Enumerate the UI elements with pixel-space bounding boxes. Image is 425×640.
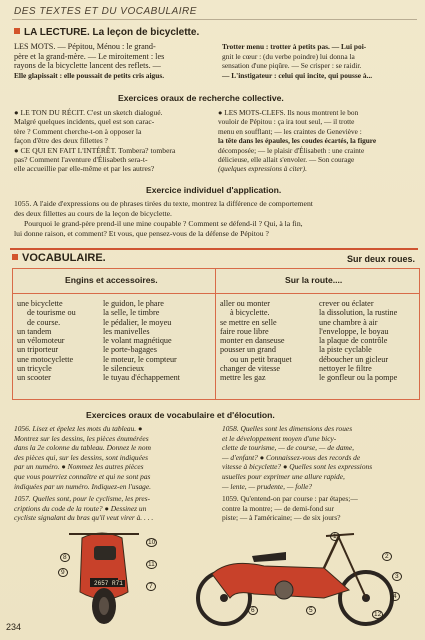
oral-left-column <box>14 108 214 174</box>
oral-title: Exercices oraux de recherche collective. <box>118 93 284 103</box>
lecture-left-line: Elle glapissait : elle poussait de petits cris aigus. <box>14 70 165 80</box>
lecture-left-line: LES MOTS. — Pépitou, Ménou : le grand- <box>14 42 156 51</box>
table-cell: un tricycle <box>17 364 52 374</box>
ex1059-line: contre la montre; — de demi-fond sur <box>222 503 335 513</box>
oral-left-line: tère ? Comment cherche-t-on à opposer la <box>14 126 142 136</box>
ex1058-line: et le développement moyen d'une bicy- <box>222 433 337 443</box>
table-cell: le gonfleur ou la pompe <box>319 373 398 383</box>
table-cell: la piste cyclable <box>319 345 372 355</box>
table-cell: mettre les gaz <box>220 373 266 383</box>
ex1059-line: piste; — à l'américaine; — de six jours? <box>222 513 341 523</box>
table-cell: le pédalier, le moyeu <box>103 317 172 327</box>
oral-right-line: (quelques expressions à citer). <box>218 164 307 174</box>
exercices-title: Exercices oraux de vocabulaire et d'élocution. <box>86 410 275 420</box>
scooter-moped-illustration <box>24 528 418 628</box>
callout-9: 9 <box>58 568 68 577</box>
oral-right-line: ● LES MOTS-CLEFS. Ils nous montrent le bon <box>218 108 359 117</box>
callout-11: 11 <box>148 561 155 568</box>
ex1059-line: 1059. Qu'entend-on par course : par étapes;— <box>222 494 358 503</box>
table-cell: aller ou monter <box>220 299 271 308</box>
lecture-right-line: sensation d'une piqûre. — Se crisper : se raidir. <box>222 61 362 71</box>
individuel-title: Exercice individuel d'application. <box>146 185 282 195</box>
moped-drawing <box>198 534 392 624</box>
lecture-title <box>14 27 199 38</box>
individuel-line: Pourquoi le grand-père prend-il une mine coupable ? Comment se défend-il ? Qui, à la fin, <box>24 219 303 228</box>
table-cell: le guidon, le phare <box>103 299 164 308</box>
table-cell: un triporteur <box>17 345 59 355</box>
table-header-engins: Engins et accessoires. <box>65 275 158 285</box>
table-cell: la dissolution, la rustine <box>319 308 398 318</box>
ex1056-line: des pièces qui, sur les dessins, sont indiquées <box>14 452 149 462</box>
header-rule <box>12 19 417 20</box>
individuel-text <box>14 199 420 239</box>
table-cell: se mettre en selle <box>220 317 277 327</box>
individuel-line: 1055. A l'aide d'expressions ou de phrases tirées du texte, montrez la différence de comportement <box>14 199 313 208</box>
table-cell: les manivelles <box>103 326 150 336</box>
page-number: 234 <box>6 622 22 632</box>
table-cell: une chambre à air <box>319 317 378 327</box>
table-divider <box>215 269 216 399</box>
ex1056-line: indiquées par un numéro. Indiquez-en l'usage. <box>14 481 151 491</box>
ex1057-line: 1057. Quelles sont, pour le cyclisme, les pres- <box>14 494 151 503</box>
table-column-pieces <box>103 299 180 383</box>
ex1058-line: vitesse à bicyclette? ● Quelles sont les expressions <box>222 462 373 472</box>
oral-left-line: Malgré quelques incidents, quel est son carac- <box>14 117 155 127</box>
table-cell: déboucher un gicleur <box>319 354 389 364</box>
ex1058-line: usuelles pour exprimer une allure rapide, <box>222 471 345 481</box>
oral-left-line: façon d'être des deux fillettes ? <box>14 136 108 146</box>
callout-5: 5 <box>306 606 316 615</box>
lecture-right-column <box>222 42 418 80</box>
scooter-drawing <box>69 533 139 624</box>
oral-right-line: décomposée; — le plaisir d'Élisabeth : une crainte <box>218 145 365 155</box>
ex1057-block <box>14 494 216 523</box>
table-cell: le moteur, le compteur <box>103 354 177 364</box>
ex1058-line: 1058. Quelles sont les dimensions des roues <box>222 424 353 433</box>
table-cell: le silencieux <box>103 364 145 374</box>
table-cell: un vélomoteur <box>17 336 65 346</box>
vocabulaire-title <box>12 252 106 264</box>
square-bullet-icon <box>14 28 20 34</box>
individuel-line: lui donne raison, et comment? Et vous, que pensez-vous de la défense de Pépitou ? <box>14 229 269 238</box>
ex1056-line: 1056. Lisez et épelez les mots du tableau. ● <box>14 424 143 433</box>
vocabulaire-subtitle: Sur deux roues. <box>346 254 415 264</box>
table-cell: l'enveloppe, le boyau <box>319 326 389 336</box>
table-cell: le volant magnétique <box>103 336 172 346</box>
ex1056-block <box>14 424 216 491</box>
ex1056-line: Montrez sur les dessins, les pièces énumérées <box>14 433 149 443</box>
oral-right-column <box>218 108 420 174</box>
lecture-right-line: gnit le cœur : (du verbe poindre) lui donna la <box>222 51 355 61</box>
lecture-left-column <box>14 42 210 80</box>
oral-right-line: menu en soufflant; — les craintes de Geneviève : <box>218 126 362 136</box>
ex1056-line: que vous pourriez connaître et qui ne sont pas <box>14 471 151 481</box>
oral-right-line: la tête dans les épaules, les coudes écartés, la figure <box>218 136 377 146</box>
table-cell: nettoyer le filtre <box>319 364 372 374</box>
table-cell: la plaque de contrôle <box>319 336 388 346</box>
ex1057-line: criptions du code de la route? ● Dessinez un <box>14 503 147 513</box>
table-cell: faire roue libre <box>220 326 269 336</box>
lecture-left-line: rayons de la bicyclette lancent des reflets. — <box>14 61 161 71</box>
oral-right-line: vouloir de Pépitou : ça ira tout seul, — il trotte <box>218 117 355 127</box>
callout-8: 8 <box>60 553 70 562</box>
callout-1: 1 <box>330 532 340 541</box>
table-cell: de tourisme ou <box>27 308 76 318</box>
callout-10: 10 <box>148 539 156 546</box>
square-bullet-icon <box>12 254 18 260</box>
oral-right-line: délicieuse, elle allait s'envoler. — Son courage <box>218 155 355 165</box>
lecture-right-line: — L'instigateur : celui qui incite, qui pousse à... <box>222 70 373 80</box>
table-cell: la selle, le timbre <box>103 308 160 318</box>
callout-2: 2 <box>382 552 392 561</box>
oral-left-line: elle accueillie par elle-même et par les autres? <box>14 164 155 174</box>
ex1058-block <box>222 424 420 491</box>
table-cell: crever ou éclater <box>319 299 374 308</box>
table-cell: de course. <box>27 317 61 327</box>
ex1058-line: clette de tourisme, — de course, — de dame, <box>222 443 354 453</box>
table-column-engins <box>17 299 76 383</box>
callout-6: 6 <box>248 606 258 615</box>
ex1059-block <box>222 494 420 523</box>
vocabulaire-rule <box>10 248 418 250</box>
lecture-title-text: LA LECTURE. La leçon de bicyclette. <box>24 27 200 38</box>
running-header: DES TEXTES ET DU VOCABULAIRE <box>14 6 197 17</box>
callout-4: 4 <box>390 592 400 601</box>
table-cell: un scooter <box>17 373 51 383</box>
lecture-left-line: père et la grand-mère. — Le miroitement : les <box>14 51 165 61</box>
vocabulary-table <box>12 268 420 400</box>
table-column-actions <box>220 299 292 383</box>
vocabulaire-title-text: VOCABULAIRE. <box>22 252 106 264</box>
callout-12: 12 <box>374 611 382 618</box>
table-cell: changer de vitesse <box>220 364 281 374</box>
oral-left-line: pas? Comment l'aventure d'Élisabeth sera-t- <box>14 155 148 165</box>
individuel-line: des deux fillettes au cours de la leçon de bicyclette. <box>14 209 172 218</box>
oral-left-line: ● LE TON DU RÉCIT. C'est un sketch dialogué. <box>14 108 163 117</box>
table-cell: le porte-bagages <box>103 345 157 355</box>
ex1056-line: par un numéro. ● Nommez les autres pièces <box>14 462 144 472</box>
license-plate: 2657 R71 <box>94 580 123 587</box>
table-cell: une bicyclette <box>17 299 63 308</box>
table-header-rule <box>13 293 419 294</box>
table-cell: ou un petit braquet <box>230 354 292 364</box>
table-cell: pousser un grand <box>220 345 276 355</box>
callout-7: 7 <box>146 582 156 591</box>
table-column-route <box>319 299 397 383</box>
ex1058-line: — lente, — prudente, — folle? <box>222 481 313 491</box>
table-cell: monter en danseuse <box>220 336 285 346</box>
ex1057-line: cycliste signalant du bras qu'il veut virer à. . . . <box>14 513 154 523</box>
callout-3: 3 <box>392 572 402 581</box>
ex1058-line: — d'enfant? ● Connaissez-vous des records de <box>222 452 361 462</box>
table-cell: à bicyclette. <box>230 308 270 318</box>
table-cell: un tandem <box>17 326 52 336</box>
table-header-route: Sur la route.... <box>285 275 343 285</box>
table-cell: le tuyau d'échappement <box>103 373 180 383</box>
ex1056-line: dans la 2e colonne du tableau. Donnez le nom <box>14 443 151 453</box>
oral-left-line: ● CE QUI EN FAIT L'INTÉRÊT. Tombera? tombera <box>14 145 176 155</box>
table-cell: une motocyclette <box>17 354 74 364</box>
lecture-right-line: Trotter menu : trotter à petits pas. — Lui poi- <box>222 42 367 51</box>
